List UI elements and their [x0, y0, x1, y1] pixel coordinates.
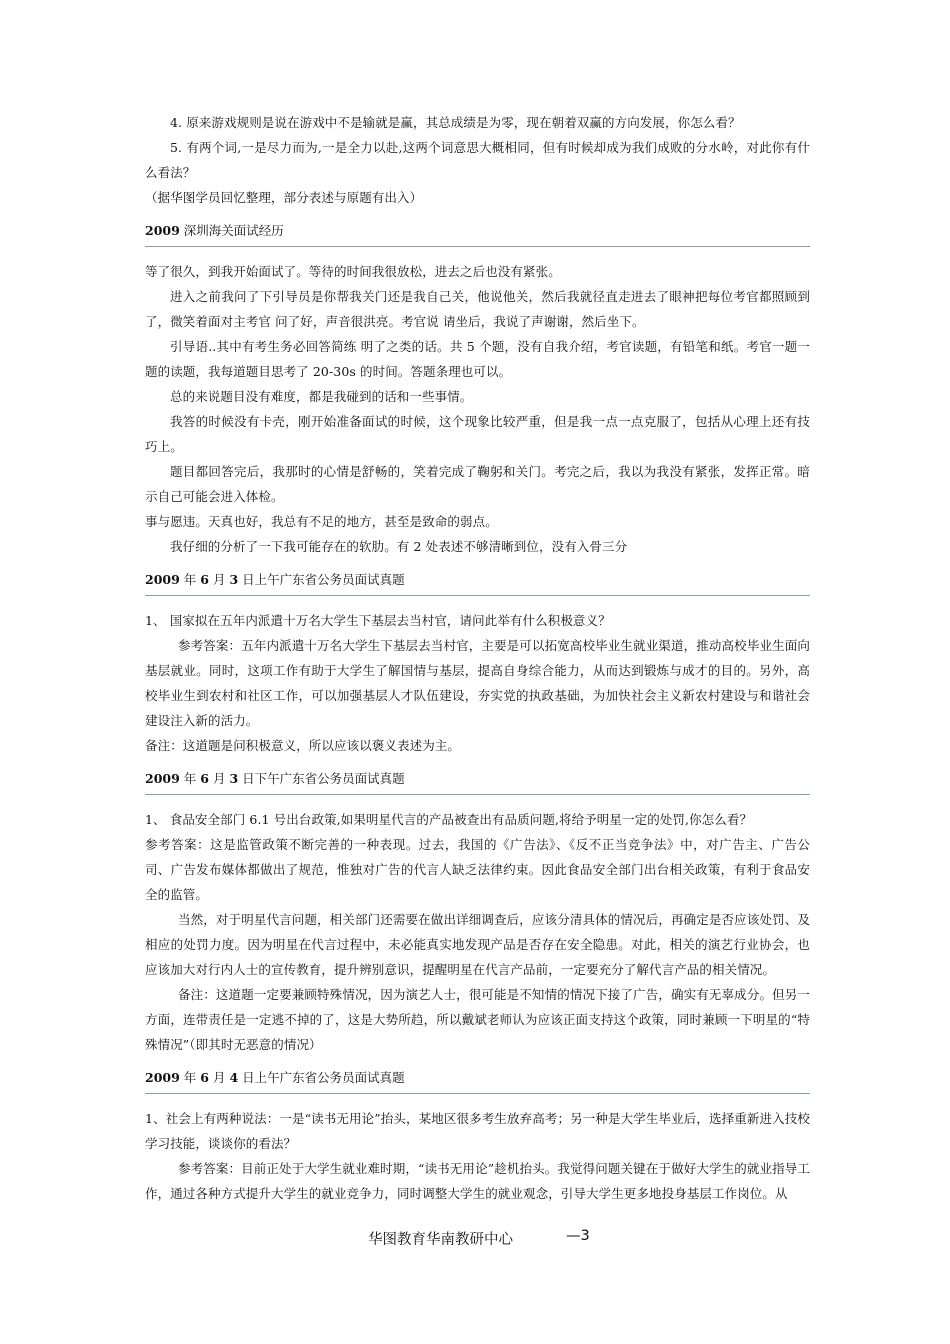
paragraph: 总的来说题目没有难度，都是我碰到的话和一些事情。 — [170, 389, 473, 404]
page-number: —3 — [566, 1228, 590, 1244]
paragraph: 进入之前我问了下引导员是你帮我关门还是我自己关，他说他关，然后我就径直走进去了眼神把每位考官都照顾到了，微笑着面对主考官 问了好，声音很洪亮。考官说 请坐后，我说了声谢谢，然后坐下。 — [145, 289, 810, 329]
question: 1、 国家拟在五年内派遣十万名大学生下基层去当村官，请问此举有什么积极意义？ — [145, 613, 611, 628]
footer-organization: 华图教育华南教研中心 — [368, 1232, 513, 1248]
paragraph: 当然，对于明星代言问题，相关部门还需要在做出详细调查后，应该分清具体的情况后，再确定是否应该处罚、及相应的处罚力度。因为明星在代言过程中，未必能真实地发现产品是否存在安全隐患。对此，相关的演艺行业协会，也应该加大对行内人士的宣传教育，提升辨别意识，提醒明星在代言产品前，一定要充分了解代言产品的相关情况。 — [145, 912, 810, 977]
reference-answer: 参考答案：五年内派遣十万名大学生下基层去当村官，主要是可以拓宽高校毕业生就业渠道，推动高校毕业生面向基层就业。同时，这项工作有助于大学生了解国情与基层，提高自身综合能力，从而达到锻炼与成才的目的。另外，高校毕业生到农村和社区工作，可以加强基层人才队伍建设，夯实党的执政基础，为加快社会主义新农村建设与和谐社会建设注入新的活力。 — [145, 638, 810, 728]
paragraph: 我仔细的分析了一下我可能存在的软肋。有 2 处表述不够清晰到位，没有入骨三分 — [170, 539, 628, 554]
paragraph: 事与愿违。天真也好，我总有不足的地方，甚至是致命的弱点。 — [145, 514, 498, 529]
remark: 备注：这道题一定要兼顾特殊情况，因为演艺人士，很可能是不知情的情况下接了广告，确实有无辜成分。但另一方面，连带责任是一定逃不掉的了，这是大势所趋，所以戴斌老师认为应该正面支持这个政策，同时兼顾一下明星的“特殊情况”（即其时无恶意的情况） — [145, 987, 810, 1052]
source-note: （据华图学员回忆整理，部分表述与原题有出入） — [145, 190, 423, 205]
section-title-shenzhen-customs: 2009 深圳海关面试经历 — [145, 220, 810, 247]
remark: 备注：这道题是问积极意义，所以应该以褒义表述为主。 — [145, 738, 461, 753]
paragraph: 题目都回答完后，我那时的心情是舒畅的，笑着完成了鞠躬和关门。考完之后，我以为我没有紧张，发挥正常。暗示自己可能会进入体检。 — [145, 464, 810, 504]
paragraph: 我答的时候没有卡壳，刚开始准备面试的时候，这个现象比较严重，但是我一点一点克服了，包括从心理上还有技巧上。 — [145, 414, 810, 454]
section-title-june3-morning: 2009 年 6 月 3 日上午广东省公务员面试真题 — [145, 569, 810, 596]
reference-answer: 参考答案：这是监管政策不断完善的一种表现。过去，我国的《广告法》、《反不正当竞争法》中，对广告主、广告公司、广告发布媒体都做出了规范，惟独对广告的代言人缺乏法律约束。因此食品安全部门出台相关政策，有利于食品安全的监管。 — [145, 837, 810, 902]
question-4: 4. 原来游戏规则是说在游戏中不是输就是赢，其总成绩是为零，现在朝着双赢的方向发展，你怎么看？ — [170, 115, 741, 130]
section-title-june3-afternoon: 2009 年 6 月 3 日下午广东省公务员面试真题 — [145, 768, 810, 795]
question: 1、社会上有两种说法：一是“读书无用论”抬头，某地区很多考生放弃高考；另一种是大学生毕业后，选择重新进入技校学习技能，谈谈你的看法？ — [145, 1111, 810, 1151]
section-title-june4-morning: 2009 年 6 月 4 日上午广东省公务员面试真题 — [145, 1067, 810, 1094]
paragraph: 等了很久，到我开始面试了。等待的时间我很放松，进去之后也没有紧张。 — [145, 264, 561, 279]
question: 1、 食品安全部门 6.1 号出台政策,如果明星代言的产品被查出有品质问题,将给予明星一定的处罚,你怎么看？ — [145, 812, 753, 827]
reference-answer: 参考答案：目前正处于大学生就业难时期，“读书无用论”趁机抬头。我觉得问题关键在于做好大学生的就业指导工作，通过各种方式提升大学生的就业竞争力，同时调整大学生的就业观念，引导大学生更多地投身基层工作岗位。从 — [145, 1161, 810, 1201]
question-5: 5. 有两个词,一是尽力而为,一是全力以赴,这两个词意思大概相同，但有时候却成为我们成败的分水岭，对此你有什么看法？ — [145, 140, 810, 180]
paragraph: 引导语..其中有考生务必回答简练 明了之类的话。共 5 个题，没有自我介绍，考官读题，有铅笔和纸。考官一题一题的读题，我每道题目思考了 20-30s 的时间。答题条理也可以。 — [145, 339, 810, 379]
document-page — [145, 110, 810, 1206]
